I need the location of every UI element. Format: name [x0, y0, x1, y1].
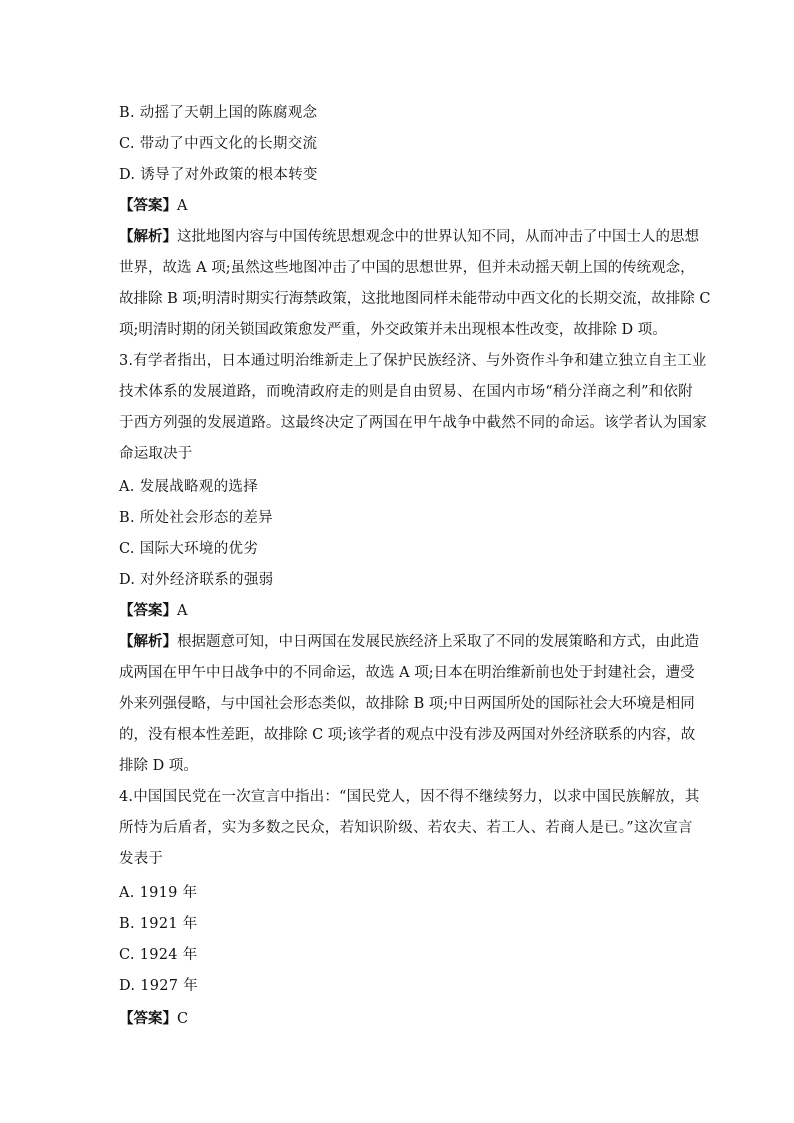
analysis-line: 成两国在甲午中日战争中的不同命运，故选 A 项;日本在明治维新前也处于封建社会，遭受 — [119, 665, 695, 681]
analysis-line — [119, 632, 699, 652]
analysis-line: 项;明清时期的闭关锁国政策愈发严重，外交政策并未出现根本性改变，故排除 D 项。 — [119, 322, 667, 338]
option-d: D. 对外经济联系的强弱 — [119, 572, 274, 588]
answer-label: 【答案】 — [119, 197, 177, 214]
analysis-line: 故排除 B 项;明清时期实行海禁政策，这批地图同样未能带动中西文化的长期交流，故排除 C — [119, 291, 711, 307]
option-c: C. 带动了中西文化的长期交流 — [119, 136, 318, 152]
option-c: C. 1924 年 — [119, 947, 198, 963]
answer-line — [119, 1009, 188, 1029]
analysis-line: 外来列强侵略，与中国社会形态类似，故排除 B 项;中日两国所处的国际社会大环境是相同 — [119, 696, 695, 712]
question-stem: 于西方列强的发展道路。这最终决定了两国在甲午战争中截然不同的命运。该学者认为国家 — [119, 415, 707, 431]
option-d: D. 诱导了对外政策的根本转变 — [119, 167, 318, 183]
answer-value: A — [177, 198, 188, 214]
option-d: D. 1927 年 — [119, 978, 199, 994]
option-b: B. 所处社会形态的差异 — [119, 510, 273, 526]
option-b: B. 动摇了天朝上国的陈腐观念 — [119, 105, 318, 121]
question-stem: 发表于 — [119, 851, 164, 867]
answer-value: C — [177, 1011, 189, 1027]
answer-line — [119, 196, 187, 216]
option-a: A. 发展战略观的选择 — [119, 479, 258, 495]
analysis-text: 根据题意可知，中日两国在发展民族经济上采取了不同的发展策略和方式，由此造 — [177, 634, 699, 650]
answer-label: 【答案】 — [119, 1010, 177, 1027]
answer-label: 【答案】 — [119, 602, 177, 619]
answer-line — [119, 601, 187, 621]
option-c: C. 国际大环境的优劣 — [119, 541, 259, 557]
analysis-line — [119, 227, 699, 247]
analysis-text: 这批地图内容与中国传统思想观念中的世界认知不同，从而冲击了中国士人的思想 — [177, 229, 699, 245]
question-stem: 所恃为后盾者，实为多数之民众，若知识阶级、若农夫、若工人、若商人是已。”这次宣言 — [119, 820, 693, 836]
option-b: B. 1921 年 — [119, 916, 198, 932]
analysis-line: 世界，故选 A 项;虽然这些地图冲击了中国的思想世界，但并未动摇天朝上国的传统观念， — [119, 260, 695, 276]
answer-value: A — [177, 603, 188, 619]
question-stem: 技术体系的发展道路，而晚清政府走的则是自由贸易、在国内市场“稍分洋商之利”和依附 — [119, 384, 693, 400]
analysis-line: 排除 D 项。 — [119, 758, 198, 774]
analysis-label: 【解析】 — [119, 633, 177, 650]
question-stem: 3.有学者指出，日本通过明治维新走上了保护民族经济、与外资作斗争和建立独立自主工业 — [119, 353, 707, 369]
analysis-line: 的，没有根本性差距，故排除 C 项;该学者的观点中没有涉及两国对外经济联系的内容，故 — [119, 727, 696, 743]
analysis-label: 【解析】 — [119, 228, 177, 245]
option-a: A. 1919 年 — [119, 885, 198, 901]
question-stem: 命运取决于 — [119, 446, 193, 462]
question-stem: 4.中国国民党在一次宣言中指出：“国民党人，因不得不继续努力，以求中国民族解放，其 — [119, 789, 700, 805]
